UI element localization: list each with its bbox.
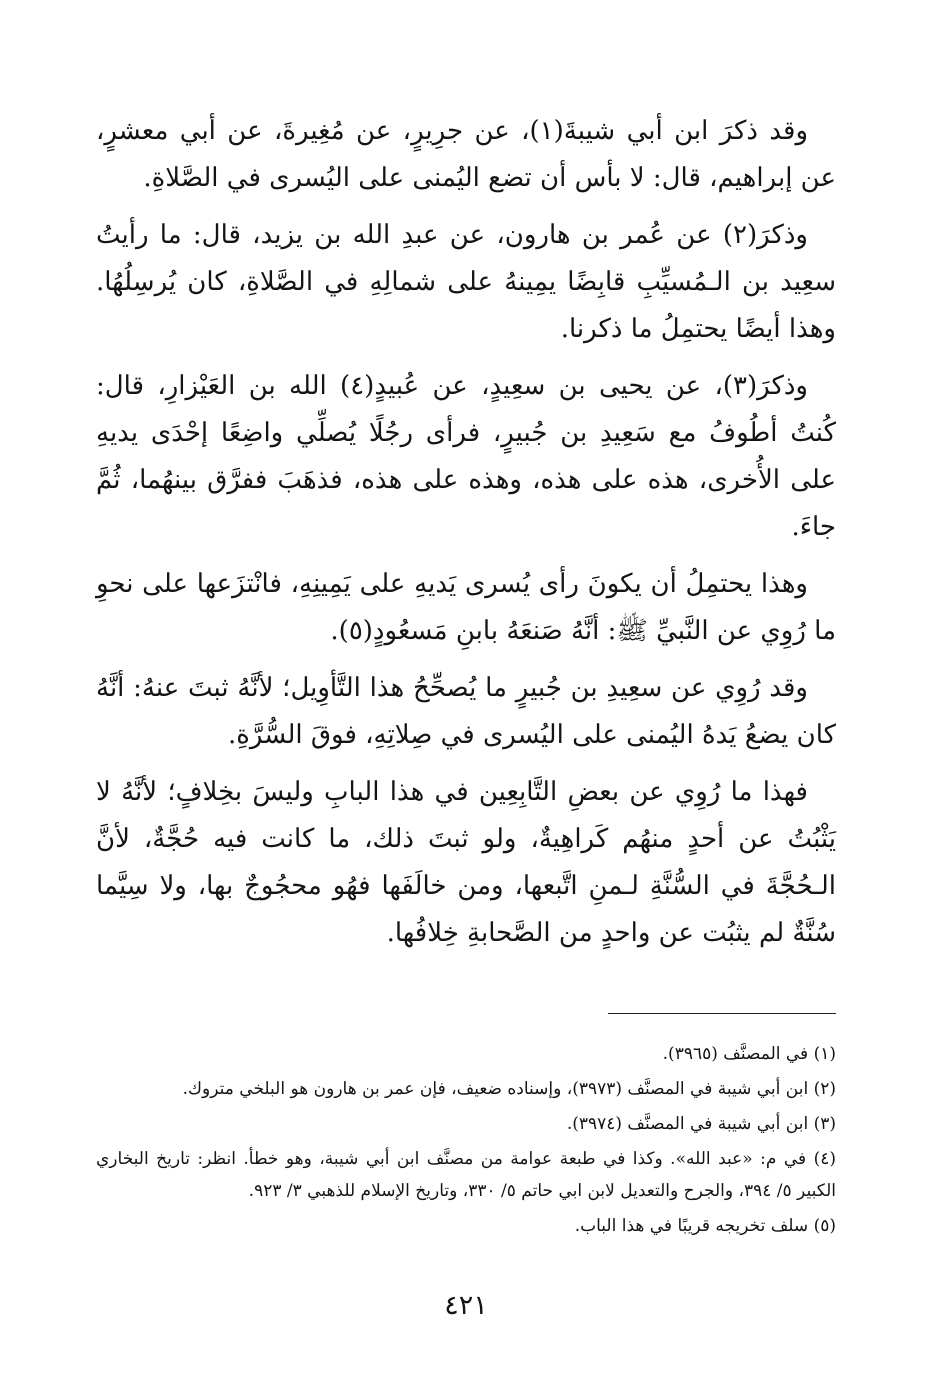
main-text <box>96 108 836 967</box>
page-number: ٤٢١ <box>444 1290 488 1321</box>
footnote-2: (٢) ابن أبي شيبة في المصنَّف (٣٩٧٣)، وإسناده ضعيف، فإن عمر بن هارون هو البلخي متروك. <box>182 1079 836 1099</box>
footnote-1: (١) في المصنَّف (٣٩٦٥). <box>662 1044 836 1064</box>
footnote-4: (٤) في م: «عبد الله». وكذا في طبعة عوامة من مصنَّف ابن أبي شيبة، وهو خطأ. انظر: تاريخ البخاري الكبير ٥/ ٣٩٤، والجرح والتعديل لابن ابي حاتم ٥/ ٣٣٠، وتاريخ الإسلام للذهبي ٣/ ٩٢٣. <box>96 1149 836 1201</box>
paragraph-1: وقد ذكرَ ابن أبي شيبةَ(١)، عن جرِيرٍ، عن مُغِيرةَ، عن أبي معشرٍ، عن إبراهيم، قال: لا بأس أن تضع اليُمنى على اليُسرى في الصَّلاةِ. <box>96 116 836 193</box>
paragraph-2: وذكرَ(٢) عن عُمر بن هارون، عن عبدِ الله بن يزيد، قال: ما رأيتُ سعِيد بن الـمُسيِّبِ قابِضًا يمِينهُ على شمالِهِ في الصَّلاةِ، كان يُرسِلُهُا. وهذا أيضًا يحتمِلُ ما ذكرنا. <box>96 220 836 344</box>
footnote-divider <box>608 1013 836 1014</box>
paragraph-3: وذكرَ(٣)، عن يحيى بن سعِيدٍ، عن عُبيدٍ(٤) الله بن العَيْزارِ، قال: كُنتُ أطُوفُ مع سَعِيدِ بن جُبيرٍ، فرأى رجُلًا يُصلِّي واضِعًا إحْدَى يديهِ على الأُخرى، هذه على هذه، وهذه على هذه، فذهَبَ ففرَّق بينهُما، ثُمَّ جاءَ. <box>96 371 836 542</box>
paragraph-6: فهذا ما رُوِي عن بعضِ التَّابِعِين في هذا البابِ وليسَ بخِلافٍ؛ لأنَّهُ لا يَثْبُتُ عن أحدٍ منهُم كَراهِيةٌ، ولو ثبتَ ذلك، ما كانت فيه حُجَّةٌ، لأنَّ الـحُجَّةَ في السُّنَّةِ لـمنِ اتَّبعها، ومن خالَفَها فهُو محجُوجٌ بها، ولا سِيَّما سُنَّةٌ لم يثبُت عن واحدٍ من الصَّحابةِ خِلافُها. <box>96 777 836 948</box>
paragraph-5: وقد رُوِي عن سعِيدِ بن جُبيرٍ ما يُصحِّحُ هذا التَّأوِيل؛ لأنَّهُ ثبتَ عنهُ: أنَّهُ كان يضعُ يَدهُ اليُمنى على اليُسرى في صِلاتِهِ، فوقَ السُّرَّةِ. <box>96 673 836 750</box>
footnote-3: (٣) ابن أبي شيبة في المصنَّف (٣٩٧٤). <box>566 1114 836 1134</box>
footnotes <box>96 1038 836 1245</box>
paragraph-4: وهذا يحتمِلُ أن يكونَ رأى يُسرى يَديهِ على يَمِينِهِ، فانْتزَعها على نحوِ ما رُوِي عن النَّبيِّ ﷺ: أنَّهُ صَنعَهُ بابنِ مَسعُودٍ(٥). <box>96 569 836 646</box>
footnote-5: (٥) سلف تخريجه قريبًا في هذا الباب. <box>574 1216 836 1236</box>
